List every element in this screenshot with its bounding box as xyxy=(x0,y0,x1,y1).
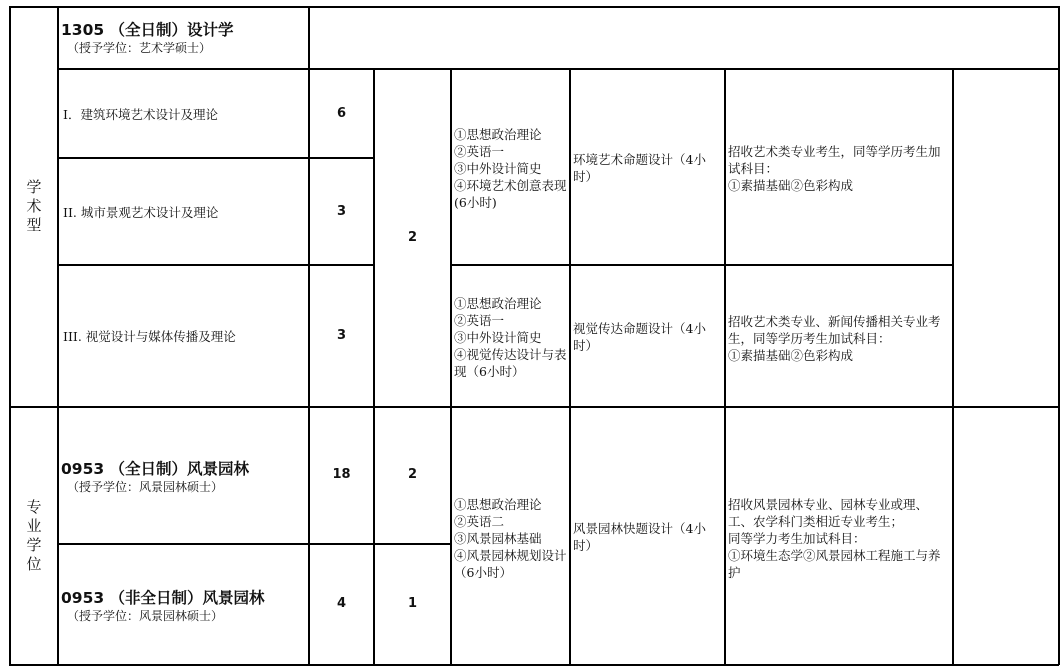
program-title: 1305 （全日制）设计学 xyxy=(61,21,234,39)
program-header-design xyxy=(61,20,306,56)
exam-subjects-b: ①思想政治理论 ②英语一 ③中外设计简史 ④视觉传达设计与表现（6小时） xyxy=(454,296,567,379)
retest-b: 视觉传达命题设计（4小时） xyxy=(573,321,706,353)
program-title: 0953 （非全日制）风景园林 xyxy=(61,589,265,607)
rule-top xyxy=(9,6,1059,8)
rule-dir1 xyxy=(57,157,373,159)
note-a: 招收艺术类专业考生，同等学历考生加试科目： ①素描基础②色彩构成 xyxy=(728,144,941,193)
program-degree: （授予学位：风景园林硕士） xyxy=(67,609,224,623)
rule-bottom xyxy=(9,664,1059,666)
rule-exam xyxy=(569,68,571,665)
rule-prof-split xyxy=(57,543,450,545)
rule-right xyxy=(1058,6,1060,665)
direction-1: I．建筑环境艺术设计及理论 xyxy=(63,107,218,122)
rule-dir2 xyxy=(57,264,373,266)
direction-3: III. 视觉设计与媒体传播及理论 xyxy=(63,329,236,344)
enroll-direction-2: 3 xyxy=(336,204,347,219)
enroll-direction-1: 6 xyxy=(336,106,347,121)
recommend-academic: 2 xyxy=(407,230,418,245)
enroll-fulltime: 18 xyxy=(332,467,351,482)
rule-exam-split xyxy=(450,264,952,266)
retest-prof: 风景园林快题设计（4小时） xyxy=(573,521,706,553)
program-header-parttime xyxy=(61,588,306,624)
rule-section xyxy=(9,406,1059,408)
enroll-direction-3: 3 xyxy=(336,328,347,343)
program-degree: （授予学位：艺术学硕士） xyxy=(67,41,212,55)
rule-program-header xyxy=(57,68,1059,70)
recommend-fulltime: 2 xyxy=(407,467,418,482)
enroll-parttime: 4 xyxy=(336,596,347,611)
rule-enroll xyxy=(373,68,375,665)
group-label-professional: 专 业 学 位 xyxy=(26,498,42,573)
program-degree: （授予学位：风景园林硕士） xyxy=(67,480,224,494)
direction-2: II. 城市景观艺术设计及理论 xyxy=(63,205,219,220)
program-title: 0953 （全日制）风景园林 xyxy=(61,460,250,478)
retest-a: 环境艺术命题设计（4小时） xyxy=(573,152,706,184)
exam-subjects-prof: ①思想政治理论 ②英语二 ③风景园林基础 ④风景园林规划设计（6小时） xyxy=(454,497,567,580)
group-label-academic: 学 术 型 xyxy=(26,178,42,234)
rule-retest xyxy=(724,68,726,665)
rule-note xyxy=(952,68,954,665)
rule-group xyxy=(57,6,59,665)
note-prof: 招收风景园林专业、园林专业或理、工、农学科门类相近专业考生； 同等学力考生加试科目： ①环境生态学②风景园林工程施工与养护 xyxy=(728,497,941,580)
note-b: 招收艺术类专业、新闻传播相关专业考生，同等学历考生加试科目： ①素描基础②色彩构成 xyxy=(728,314,941,363)
rule-recommend xyxy=(450,68,452,665)
recommend-parttime: 1 xyxy=(407,596,418,611)
exam-subjects-a: ①思想政治理论 ②英语一 ③中外设计简史 ④环境艺术创意表现(6小时) xyxy=(454,127,567,210)
program-header-fulltime xyxy=(61,459,306,495)
